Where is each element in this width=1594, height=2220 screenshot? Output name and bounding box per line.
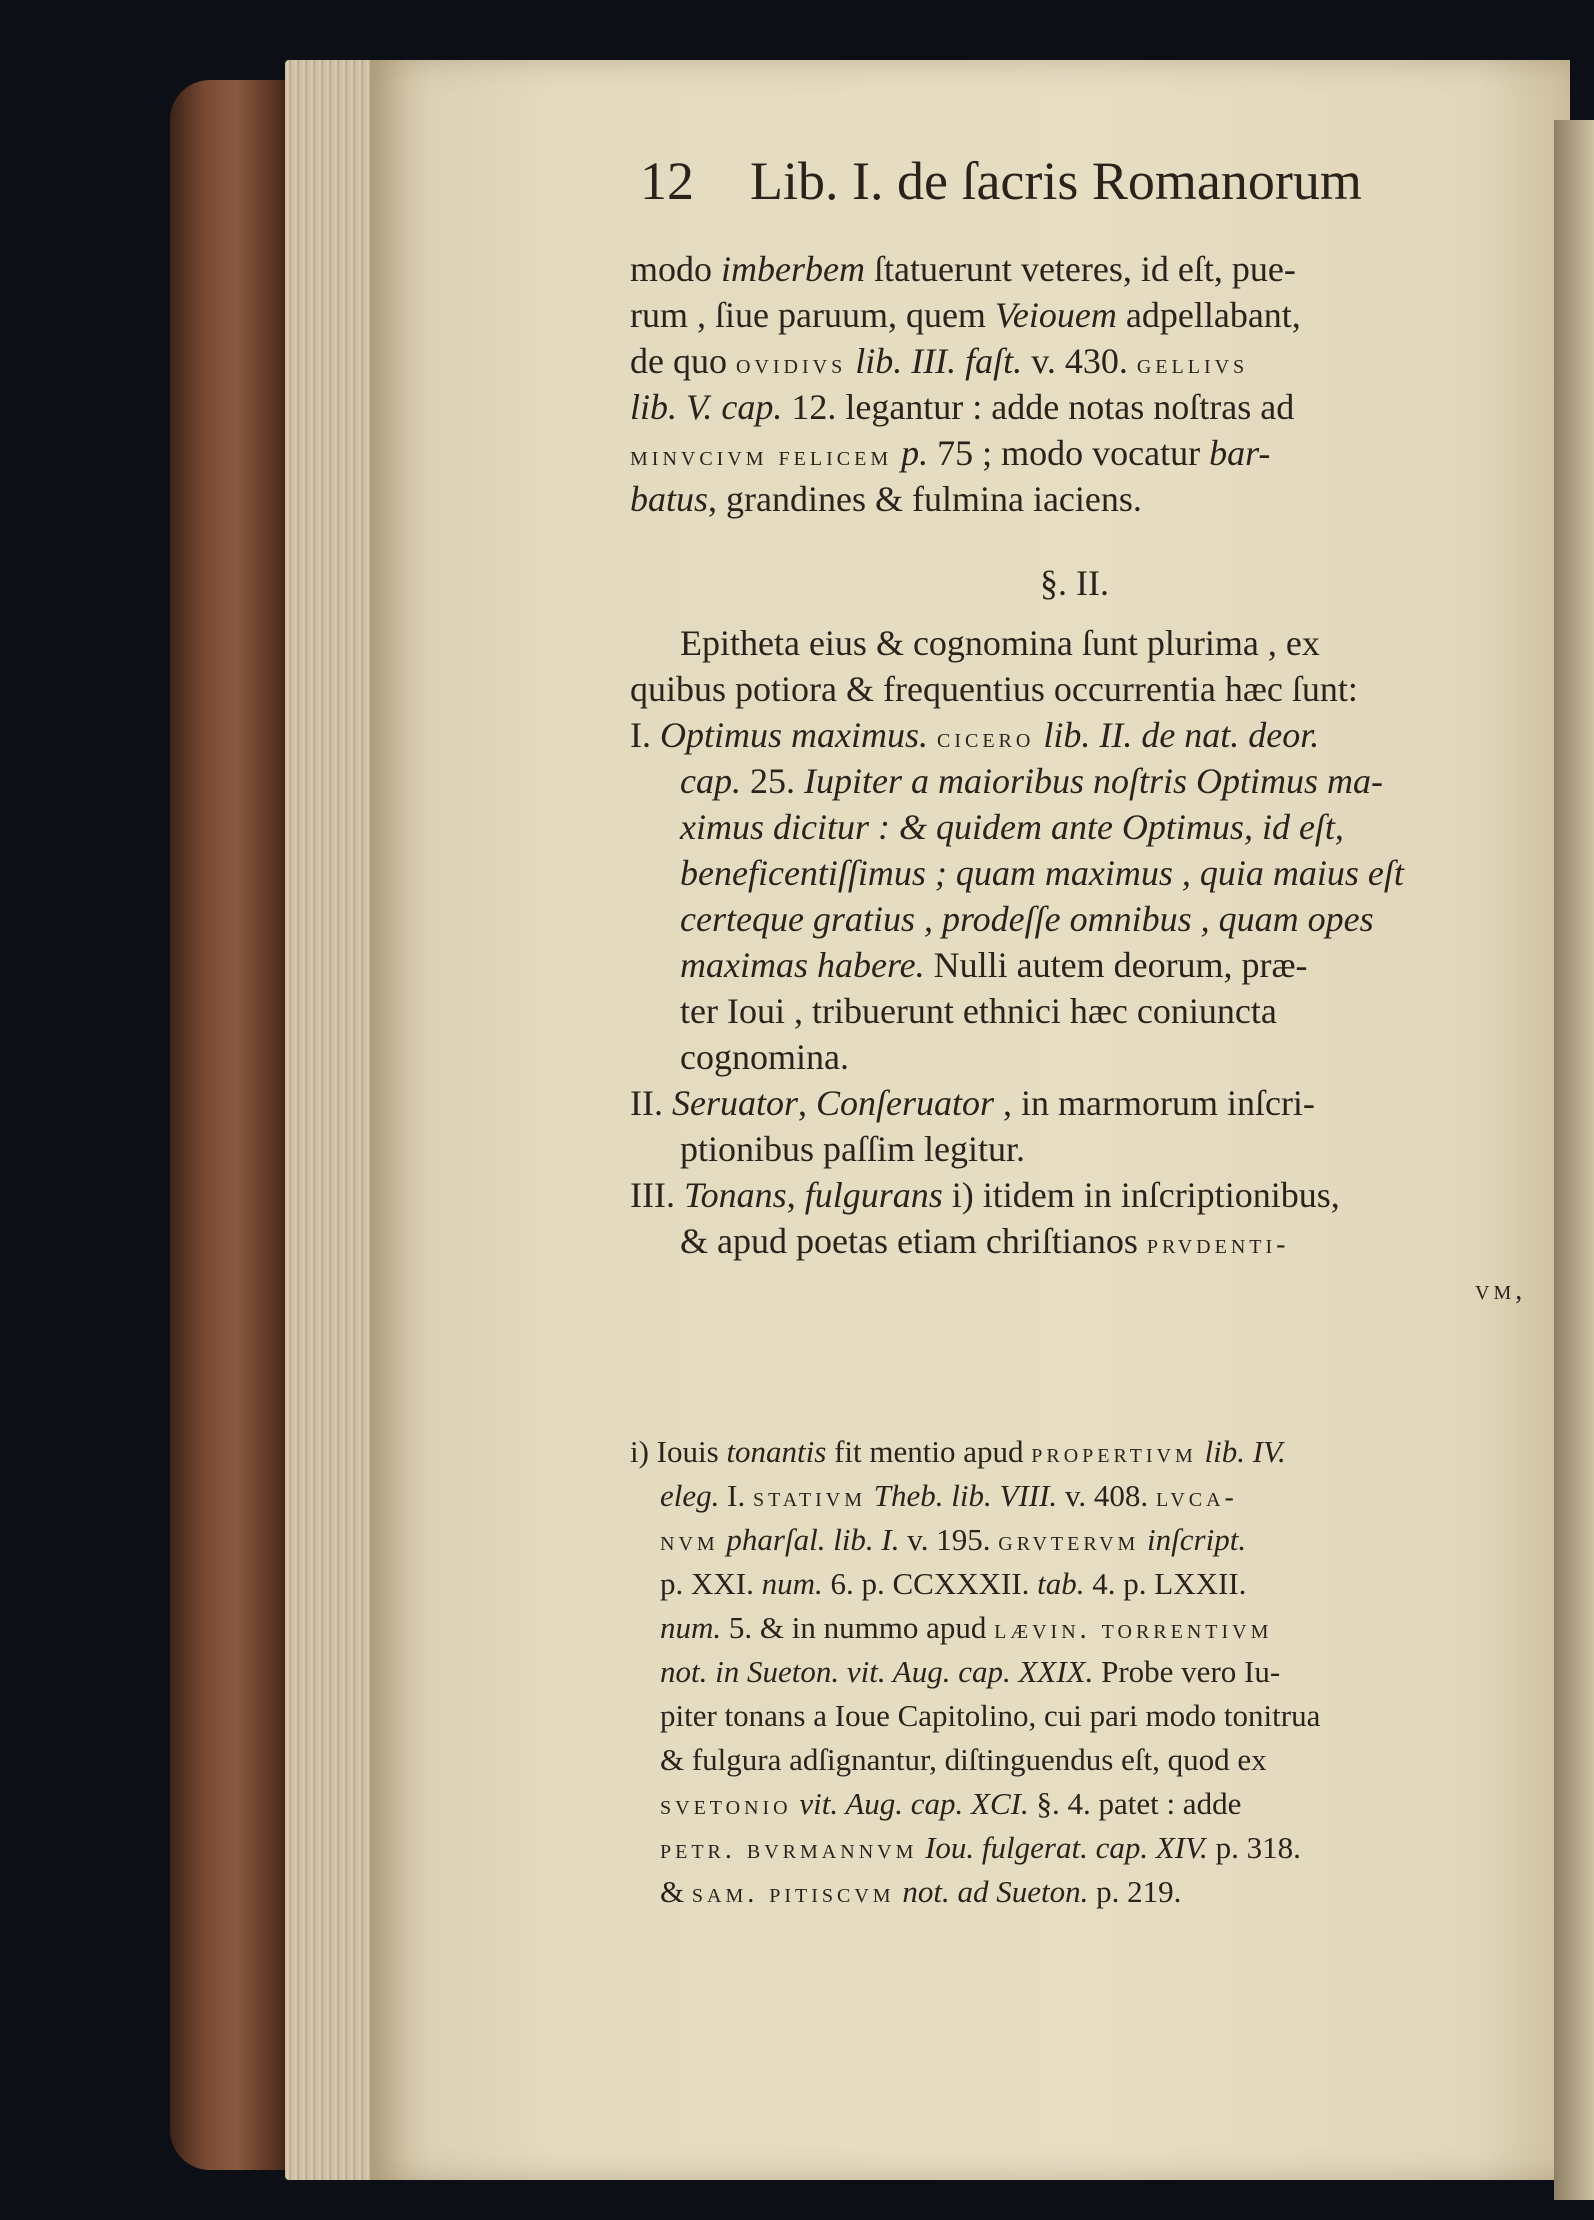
- small-caps-name: ovidivs: [735, 349, 847, 380]
- small-caps-name: lævin. torrentivm: [994, 1614, 1273, 1645]
- page-header: [640, 150, 1440, 212]
- text-line: [660, 1826, 1544, 1872]
- text-span: 25.: [740, 761, 804, 801]
- italic-text: num.: [660, 1610, 722, 1645]
- italic-text: lib. IV.: [1204, 1434, 1286, 1469]
- text-span: [846, 341, 855, 381]
- text-span: p. 219.: [1088, 1874, 1182, 1909]
- text-span: cognomina.: [680, 1037, 849, 1077]
- text-line: [680, 850, 1544, 896]
- text-span: , in marmorum inſcri-: [994, 1083, 1315, 1123]
- text-line: [680, 620, 1544, 666]
- text-span: I.: [719, 1478, 753, 1513]
- small-caps-name: lvca-: [1155, 1482, 1238, 1513]
- small-caps-name: petr. bvrmannvm: [660, 1834, 918, 1865]
- text-span: [1034, 715, 1043, 755]
- text-line: [1475, 1264, 1544, 1314]
- small-caps-name: minvcivm felicem: [630, 441, 893, 472]
- text-span: piter tonans a Ioue Capitolino, cui pari modo tonitrua: [660, 1698, 1321, 1733]
- italic-text: inſcript.: [1147, 1522, 1247, 1557]
- text-line: [660, 1738, 1544, 1782]
- italic-text: beneficentiſſimus ; quam maximus , quia maius eſt: [680, 853, 1404, 893]
- small-caps-name: prvdenti-: [1146, 1229, 1290, 1260]
- italic-text: Seruator: [671, 1083, 798, 1123]
- text-line: [680, 1034, 1544, 1080]
- text-span: de quo: [630, 341, 736, 381]
- italic-text: lib. III. faſt.: [855, 341, 1023, 381]
- text-line: [630, 476, 1544, 522]
- small-caps-name: svetonio: [660, 1790, 792, 1821]
- text-line: [680, 896, 1544, 942]
- text-line: [660, 1650, 1544, 1694]
- text-line: [680, 1126, 1544, 1172]
- text-line: [630, 1430, 1544, 1476]
- text-span: fit mentio apud: [826, 1434, 1032, 1469]
- italic-text: ximus dicitur : & quidem ante Optimus, id eſt,: [680, 807, 1344, 847]
- italic-text: lib. V. cap.: [630, 387, 783, 427]
- text-span: modo: [630, 249, 722, 289]
- italic-text: batus: [630, 479, 709, 519]
- italic-text: not. in Sueton. vit. Aug. cap. XXIX.: [660, 1654, 1094, 1689]
- book-spine: [170, 80, 290, 2170]
- text-line: [630, 666, 1544, 712]
- text-span: [1139, 1522, 1147, 1557]
- text-span: §. 4. patet : adde: [1028, 1786, 1242, 1821]
- text-line: [660, 1782, 1544, 1828]
- text-span: ,: [797, 1083, 816, 1123]
- text-span: [917, 1830, 925, 1865]
- text-span: ptionibus paſſim legitur.: [680, 1129, 1025, 1169]
- text-line: [630, 292, 1544, 338]
- running-title: Lib. I. de ſacris Romanorum: [750, 151, 1362, 211]
- text-span: [866, 1478, 874, 1513]
- text-span: 6. p. CCXXXII.: [822, 1566, 1038, 1601]
- text-span: [1197, 1434, 1205, 1469]
- text-span: adpellabant,: [1116, 295, 1301, 335]
- italic-text: p.: [901, 433, 929, 473]
- text-span: & fulgura adſignantur, diſtinguendus eſt, quod ex: [660, 1742, 1267, 1777]
- italic-text: pharſal. lib. I.: [726, 1522, 900, 1557]
- text-line: [680, 758, 1544, 804]
- text-span: 12. legantur : adde notas noſtras ad: [782, 387, 1295, 427]
- text-line: [630, 712, 1544, 762]
- italic-text: fulgurans: [804, 1175, 943, 1215]
- italic-text: imberbem: [721, 249, 865, 289]
- small-caps-name: gellivs: [1136, 349, 1249, 380]
- italic-text: Veiouem: [994, 295, 1117, 335]
- text-span: II.: [630, 1083, 672, 1123]
- italic-text: certeque gratius , prodeſſe omnibus , quam opes: [680, 899, 1374, 939]
- text-span: v. 430.: [1022, 341, 1137, 381]
- text-span: 4. p. LXXII.: [1084, 1566, 1247, 1601]
- text-span: &: [660, 1874, 692, 1909]
- text-line: [630, 338, 1544, 388]
- text-line: [660, 1694, 1544, 1738]
- italic-text: Iou. fulgerat. cap. XIV.: [925, 1830, 1208, 1865]
- text-line: [680, 1218, 1544, 1268]
- text-line: [630, 1172, 1544, 1218]
- text-span: ſtatuerunt veteres, id eſt, pue-: [864, 249, 1296, 289]
- text-span: III.: [630, 1175, 684, 1215]
- text-line: [630, 430, 1544, 480]
- text-line: [680, 988, 1544, 1034]
- text-span: v. 408.: [1057, 1478, 1156, 1513]
- small-caps-name: grvtervm: [998, 1526, 1140, 1557]
- text-line: [630, 1080, 1544, 1126]
- text-span: [892, 433, 901, 473]
- text-line: [660, 1870, 1544, 1916]
- italic-text: Iupiter a maioribus noſtris Optimus ma-: [803, 761, 1384, 801]
- italic-text: Optimus maximus.: [660, 715, 928, 755]
- small-caps-name: nvm: [660, 1526, 719, 1557]
- text-span: Probe vero Iu-: [1093, 1654, 1281, 1689]
- text-line: [630, 246, 1544, 292]
- text-line: [680, 942, 1544, 988]
- italic-text: Tonans: [683, 1175, 787, 1215]
- text-line: [660, 1474, 1544, 1520]
- small-caps-name: propertivm: [1031, 1438, 1197, 1469]
- text-line: [660, 1518, 1544, 1564]
- text-span: Epitheta eius & cognomina ſunt plurima , ex: [680, 623, 1320, 663]
- text-span: p. 318.: [1207, 1830, 1301, 1865]
- text-span: & apud poetas etiam chriſtianos: [680, 1221, 1147, 1261]
- text-span: Nulli autem deorum, præ-: [924, 945, 1308, 985]
- italic-text: lib. II. de nat. deor.: [1043, 715, 1320, 755]
- small-caps-name: stativm: [752, 1482, 867, 1513]
- text-span: v. 195.: [899, 1522, 999, 1557]
- small-caps-name: cicero: [937, 723, 1035, 754]
- italic-text: Theb. lib. VIII.: [873, 1478, 1058, 1513]
- text-span: ,: [786, 1175, 805, 1215]
- text-span: 75 ; modo vocatur: [928, 433, 1210, 473]
- text-line: [630, 384, 1544, 430]
- small-caps-name: sam. pitiscvm: [691, 1878, 895, 1909]
- italic-text: not. ad Sueton.: [902, 1874, 1089, 1909]
- italic-text: maximas habere.: [680, 945, 925, 985]
- text-span: i) itidem in inſcriptionibus,: [942, 1175, 1340, 1215]
- italic-text: tonantis: [726, 1434, 827, 1469]
- text-span: I.: [630, 715, 660, 755]
- italic-text: cap.: [680, 761, 741, 801]
- italic-text: Conſeruator: [815, 1083, 994, 1123]
- text-span: ter Ioui , tribuerunt ethnici hæc coniuncta: [680, 991, 1277, 1031]
- italic-text: num.: [761, 1566, 823, 1601]
- facing-page-edge: [1554, 120, 1594, 2200]
- page-number: 12: [640, 151, 694, 211]
- text-span: p. XXI.: [660, 1566, 762, 1601]
- text-span: i) Iouis: [630, 1434, 727, 1469]
- text-span: , grandines & fulmina iaciens.: [708, 479, 1142, 519]
- small-caps-name: vm,: [1475, 1275, 1527, 1306]
- text-span: 5. & in nummo apud: [721, 1610, 995, 1645]
- text-line: [660, 1562, 1544, 1606]
- text-line: [680, 804, 1544, 850]
- text-line: [660, 1606, 1544, 1652]
- text-span: [928, 715, 937, 755]
- italic-text: tab.: [1037, 1566, 1085, 1601]
- italic-text: vit. Aug. cap. XCI.: [799, 1786, 1029, 1821]
- italic-text: bar-: [1209, 433, 1271, 473]
- text-span: quibus potiora & frequentius occurrentia hæc ſunt:: [630, 669, 1358, 709]
- text-span: rum , ſiue paruum, quem: [630, 295, 995, 335]
- italic-text: eleg.: [660, 1478, 720, 1513]
- section-mark: §. II.: [1040, 563, 1109, 603]
